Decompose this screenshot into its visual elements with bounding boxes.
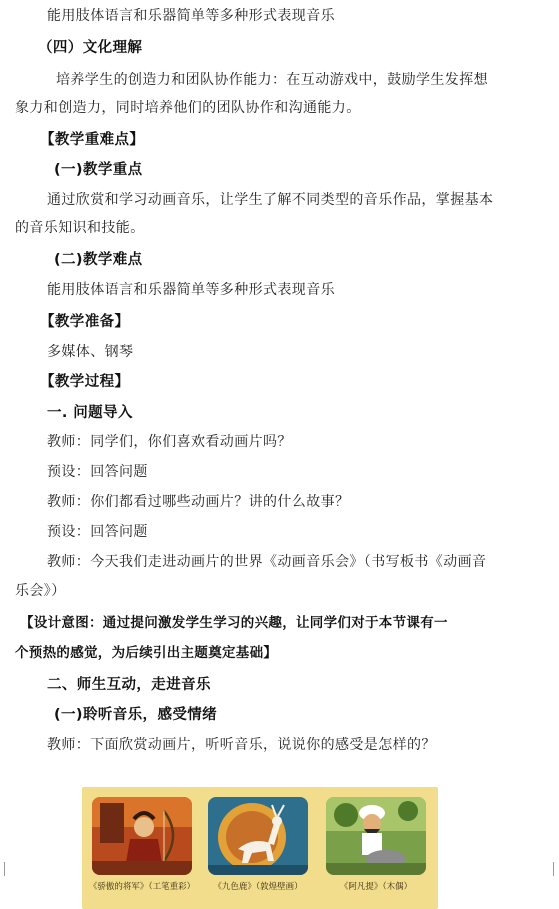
text-line: 教师：下面欣赏动画片，听听音乐，说说你的感受是怎样的？ [47, 737, 436, 753]
subsection-heading: (一)教学重点 [54, 162, 143, 178]
section-heading: 【教学准备】 [40, 314, 130, 330]
section-heading: （四）文化理解 [38, 40, 143, 56]
page-margin-mark-left [4, 862, 5, 876]
text-line: 的音乐知识和技能。 [15, 220, 145, 236]
text-line: 象力和创造力，同时培养他们的团队协作和沟通能力。 [15, 100, 361, 116]
proud-general-image [92, 797, 192, 875]
section-heading: 【教学过程】 [40, 374, 130, 390]
afanti-image [326, 797, 426, 875]
text-line: 乐会》） [15, 583, 66, 599]
image-caption: 《九色鹿》（敦煌壁画） [213, 882, 303, 892]
animation-pictures [82, 787, 438, 909]
section-heading: 二、师生互动，走进音乐 [47, 677, 211, 693]
text-line: 培养学生的创造力和团队协作能力：在互动游戏中，鼓励学生发挥想 [56, 72, 488, 88]
image-caption: 《阿凡提》（木偶） [339, 882, 413, 892]
text-line: 能用肢体语言和乐器简单等多种形式表现音乐 [47, 282, 335, 298]
text-line: 教师：同学们，你们喜欢看动画片吗？ [47, 434, 292, 450]
design-intent-line: 个预热的感觉，为后续引出主题奠定基础】 [15, 645, 278, 661]
text-line: 教师：你们都看过哪些动画片？讲的什么故事？ [47, 494, 350, 510]
section-heading: 【教学重难点】 [40, 132, 145, 148]
design-intent-line: 【设计意图：通过提问激发学生学习的兴趣，让同学们对于本节课有一 [20, 615, 448, 631]
nine-colour-deer-image [208, 797, 308, 875]
text-line: 通过欣赏和学习动画音乐，让学生了解不同类型的音乐作品，掌握基本 [47, 192, 494, 208]
page-margin-mark-right [553, 862, 554, 876]
text-line: 多媒体、钢琴 [47, 344, 134, 360]
section-heading: 一. 问题导入 [47, 405, 133, 421]
image-caption: 《骄傲的将军》（工笔重彩） [88, 882, 196, 892]
subsection-heading: (一)聆听音乐，感受情绪 [54, 707, 218, 723]
text-line: 预设：回答问题 [47, 464, 148, 480]
text-line: 能用肢体语言和乐器简单等多种形式表现音乐 [47, 8, 335, 24]
text-line: 教师：今天我们走进动画片的世界《动画音乐会》（书写板书《动画音 [47, 554, 487, 570]
subsection-heading: (二)教学难点 [54, 252, 143, 268]
text-line: 预设：回答问题 [47, 524, 148, 540]
